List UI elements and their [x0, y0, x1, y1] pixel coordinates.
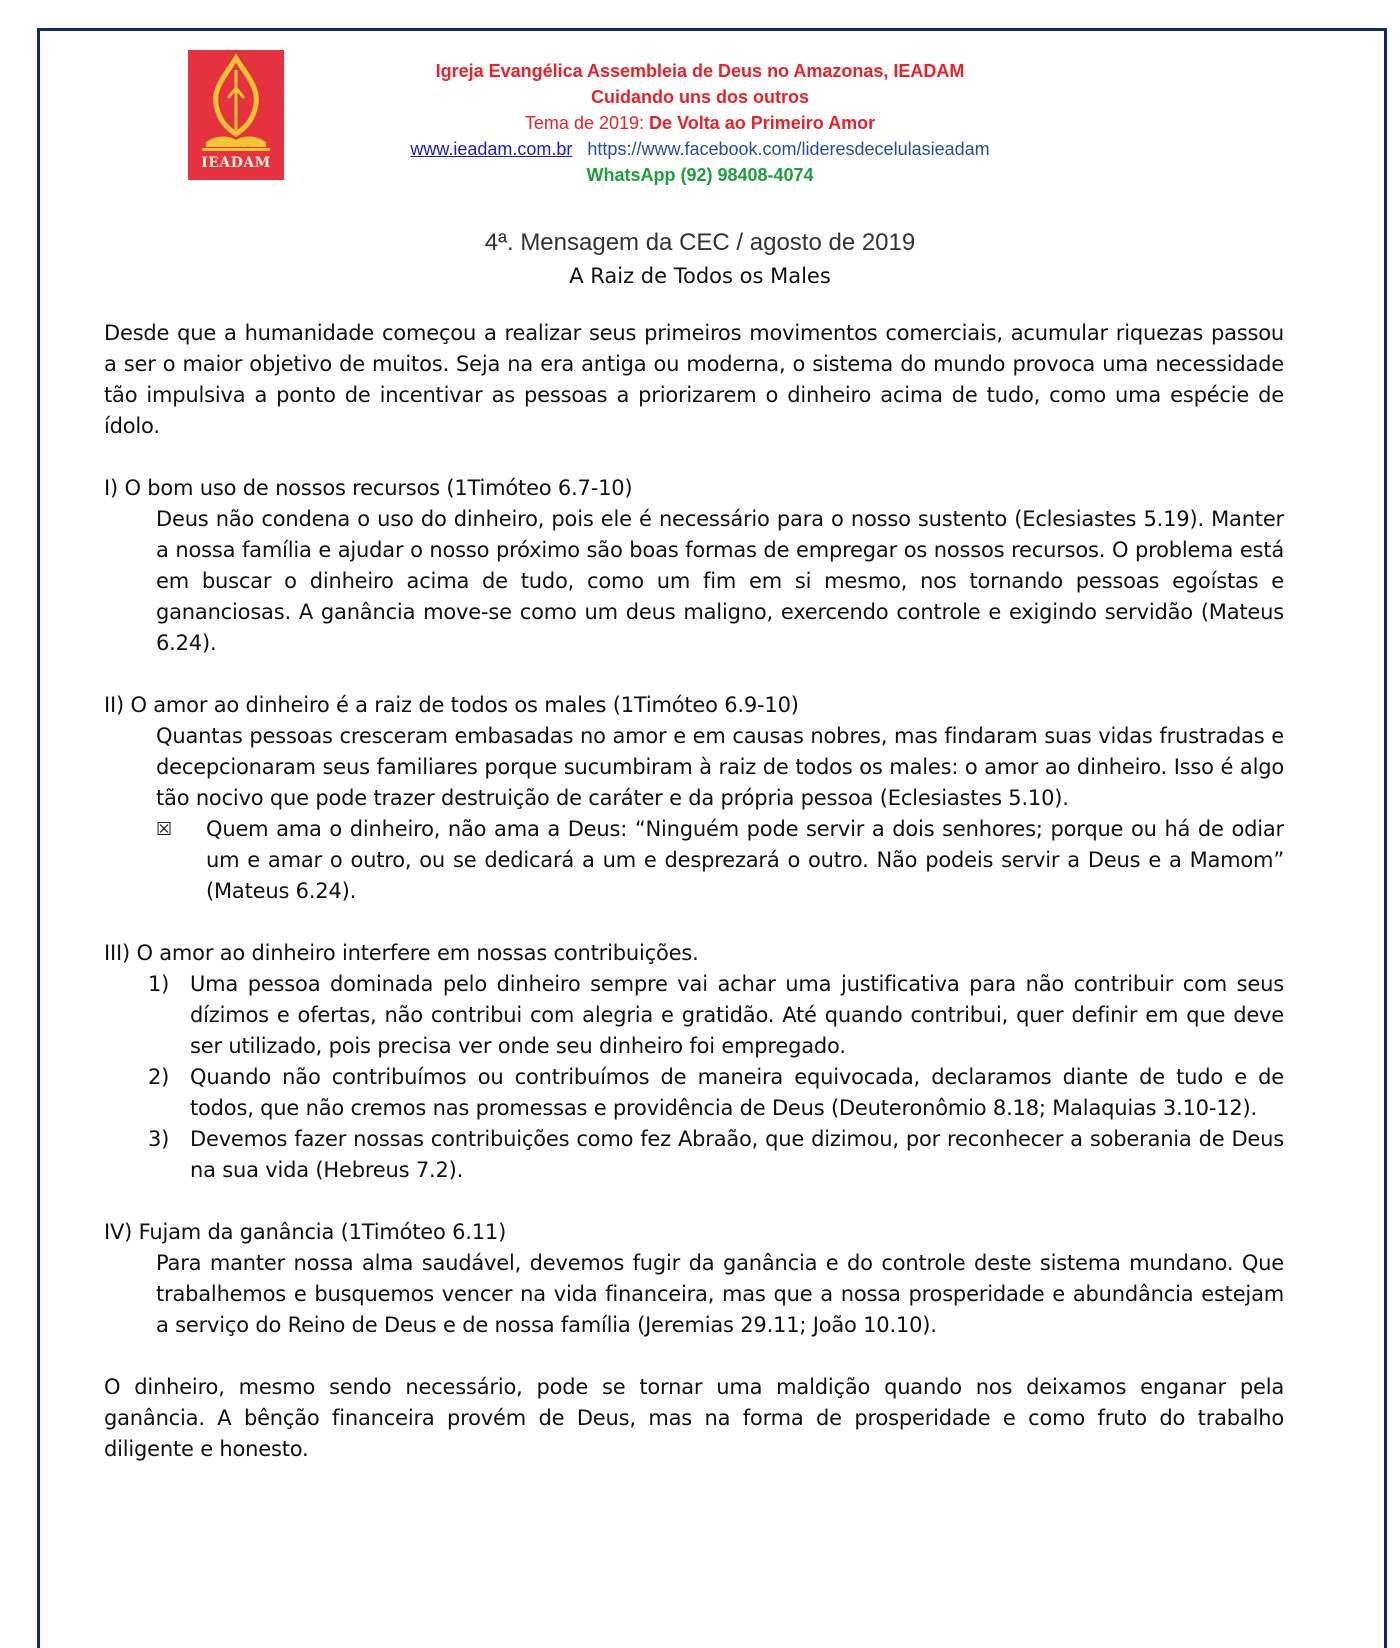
church-header	[300, 58, 1100, 188]
list-number: 3)	[148, 1127, 170, 1151]
section-paragraph: Para manter nossa alma saudável, devemos fugir da ganância e do controle deste sistema mundano. Que trabalhemos e busquemos vencer na vida financeira, mas que a nossa prosperidade e abundância estejam a serviço do Reino de Deus e de nossa família (Jeremias 29.11; João 10.10).	[156, 1251, 1284, 1337]
list-number: 2)	[148, 1065, 170, 1089]
church-name: Igreja Evangélica Assembleia de Deus no Amazonas, IEADAM	[435, 61, 965, 81]
bullet-item	[104, 814, 1284, 907]
flame-bible-icon	[188, 50, 284, 155]
list-item	[104, 1062, 1284, 1124]
website-link[interactable]: www.ieadam.com.br	[410, 139, 573, 159]
theme-line	[300, 110, 1100, 136]
document-title: 4ª. Mensagem da CEC / agosto de 2019	[484, 229, 916, 256]
section-1	[104, 473, 1284, 659]
section-3	[104, 938, 1284, 1186]
theme-prefix: Tema de 2019:	[524, 113, 650, 133]
links-line	[300, 136, 1100, 162]
missing-glyph-bullet-icon: ☒	[156, 819, 172, 840]
motto: Cuidando uns dos outros	[591, 87, 809, 107]
section-heading: IV) Fujam da ganância (1Timóteo 6.11)	[104, 1220, 507, 1244]
section-paragraph: Quantas pessoas cresceram embasadas no amor e em causas nobres, mas findaram suas vidas frustradas e decepcionaram seus familiares porque sucumbiram à raiz de todos os males: o amor ao dinheiro. Isso é algo tão nocivo que pode trazer destruição de caráter e da própria pessoa (Eclesiastes 5.10).	[156, 724, 1284, 810]
section-4	[104, 1217, 1284, 1341]
document-body	[104, 318, 1284, 1465]
bullet-text: Quem ama o dinheiro, não ama a Deus: “Ninguém pode servir a dois senhores; porque ou há de odiar um e amar o outro, ou se dedicará a um e desprezará o outro. Não podeis servir a Deus e a Mamom” (Mateus 6.24).	[206, 817, 1284, 903]
whatsapp-contact: WhatsApp (92) 98408-4074	[586, 165, 814, 185]
section-2	[104, 690, 1284, 907]
section-paragraph: Deus não condena o uso do dinheiro, pois ele é necessário para o nosso sustento (Eclesiastes 5.19). Manter a nossa família e ajudar o nosso próximo são boas formas de empregar os nossos recursos. O problema está em buscar o dinheiro acima de tudo, como um fim em si mesmo, nos tornando pessoas egoístas e gananciosas. A ganância move-se como um deus maligno, exercendo controle e exigindo servidão (Mateus 6.24).	[156, 507, 1284, 655]
list-text: Devemos fazer nossas contribuições como fez Abraão, que dizimou, por reconhecer a soberania de Deus na sua vida (Hebreus 7.2).	[190, 1127, 1284, 1182]
section-heading: III) O amor ao dinheiro interfere em nossas contribuições.	[104, 941, 699, 965]
list-item	[104, 969, 1284, 1062]
list-number: 1)	[148, 972, 170, 996]
list-item	[104, 1124, 1284, 1186]
section-heading: II) O amor ao dinheiro é a raiz de todos os males (1Timóteo 6.9-10)	[104, 693, 799, 717]
conclusion-paragraph: O dinheiro, mesmo sendo necessário, pode se tornar uma maldição quando nos deixamos enganar pela ganância. A bênção financeira provém de Deus, mas na forma de prosperidade e como fruto do trabalho diligente e honesto.	[104, 1375, 1284, 1461]
section-heading: I) O bom uso de nossos recursos (1Timóteo 6.7-10)	[104, 476, 633, 500]
intro-paragraph: Desde que a humanidade começou a realizar seus primeiros movimentos comerciais, acumular riquezas passou a ser o maior objetivo de muitos. Seja na era antiga ou moderna, o sistema do mundo provoca uma necessidade tão impulsiva a ponto de incentivar as pessoas a priorizarem o dinheiro acima de tudo, como uma espécie de ídolo.	[104, 321, 1284, 438]
document-subtitle: A Raiz de Todos os Males	[569, 264, 831, 288]
document-titles	[0, 226, 1400, 292]
list-text: Uma pessoa dominada pelo dinheiro sempre vai achar uma justificativa para não contribuir com seus dízimos e ofertas, não contribui com alegria e gratidão. Até quando contribui, quer definir em que deve ser utilizado, pois precisa ver onde seu dinheiro foi empregado.	[190, 972, 1284, 1058]
logo-text: IEADAM	[201, 155, 271, 171]
theme-value: De Volta ao Primeiro Amor	[649, 113, 876, 133]
facebook-link[interactable]: https://www.facebook.com/lideresdecelulasieadam	[587, 139, 990, 159]
list-text: Quando não contribuímos ou contribuímos de maneira equivocada, declaramos diante de tudo e de todos, que não cremos nas promessas e providência de Deus (Deuteronômio 8.18; Malaquias 3.10-12).	[190, 1065, 1284, 1120]
ieadam-logo	[188, 50, 284, 180]
